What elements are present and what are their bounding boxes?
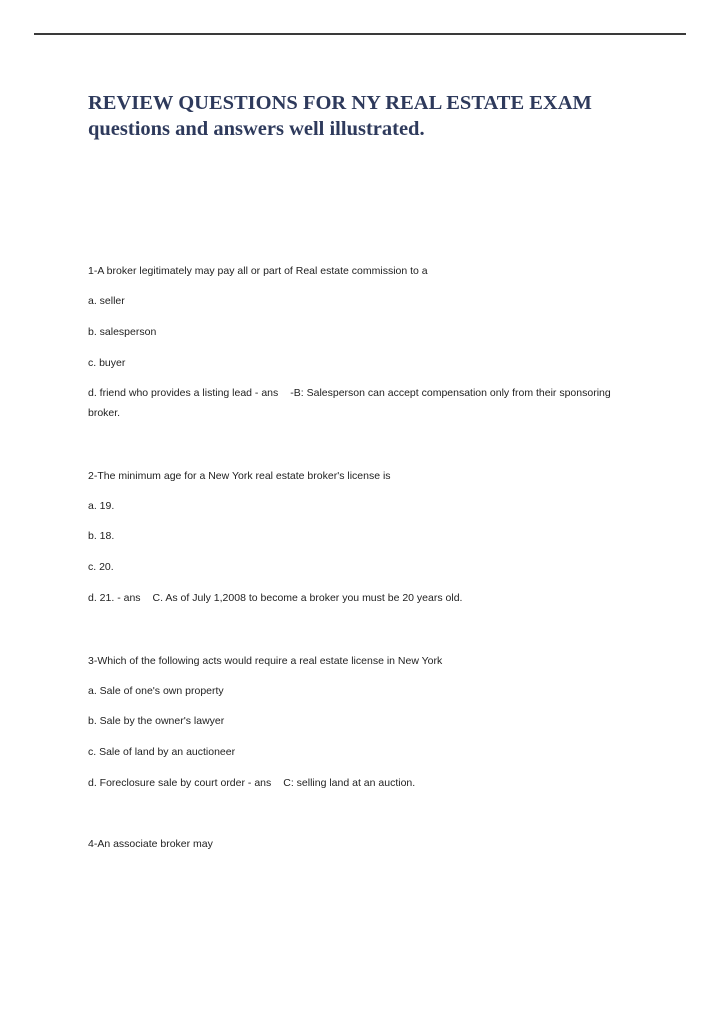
option-d: d. 21. - ans (88, 592, 141, 604)
option-b: b. Sale by the owner's lawyer (88, 715, 225, 727)
answer-explanation: -B: Salesperson can accept compensation only from their sponsoring broker. (88, 387, 611, 419)
option-c: c. buyer (88, 357, 126, 369)
question-prompt: 3-Which of the following acts would require a real estate license in New York (88, 655, 443, 667)
title-line-1: REVIEW QUESTIONS FOR NY REAL ESTATE EXAM (88, 92, 592, 114)
option-d: d. friend who provides a listing lead - ans (88, 387, 279, 399)
option-d-with-answer (88, 591, 648, 605)
question-prompt: 1-A broker legitimately may pay all or part of Real estate commission to a (88, 265, 428, 277)
option-d-with-answer (88, 776, 648, 790)
option-c: c. 20. (88, 561, 114, 573)
answer-explanation: C. As of July 1,2008 to become a broker you must be 20 years old. (152, 592, 463, 604)
title-line-2: questions and answers well illustrated. (88, 118, 425, 140)
question-prompt: 2-The minimum age for a New York real estate broker's license is (88, 470, 391, 482)
option-a: a. 19. (88, 500, 115, 512)
option-b: b. salesperson (88, 326, 157, 338)
option-d-with-answer (88, 383, 638, 423)
document-title (88, 90, 688, 142)
answer-explanation: C: selling land at an auction. (283, 777, 416, 789)
question-prompt: 4-An associate broker may (88, 838, 213, 850)
header-rule (34, 33, 686, 35)
option-a: a. Sale of one's own property (88, 685, 224, 697)
option-b: b. 18. (88, 530, 115, 542)
option-c: c. Sale of land by an auctioneer (88, 746, 236, 758)
option-d: d. Foreclosure sale by court order - ans (88, 777, 272, 789)
option-a: a. seller (88, 295, 125, 307)
